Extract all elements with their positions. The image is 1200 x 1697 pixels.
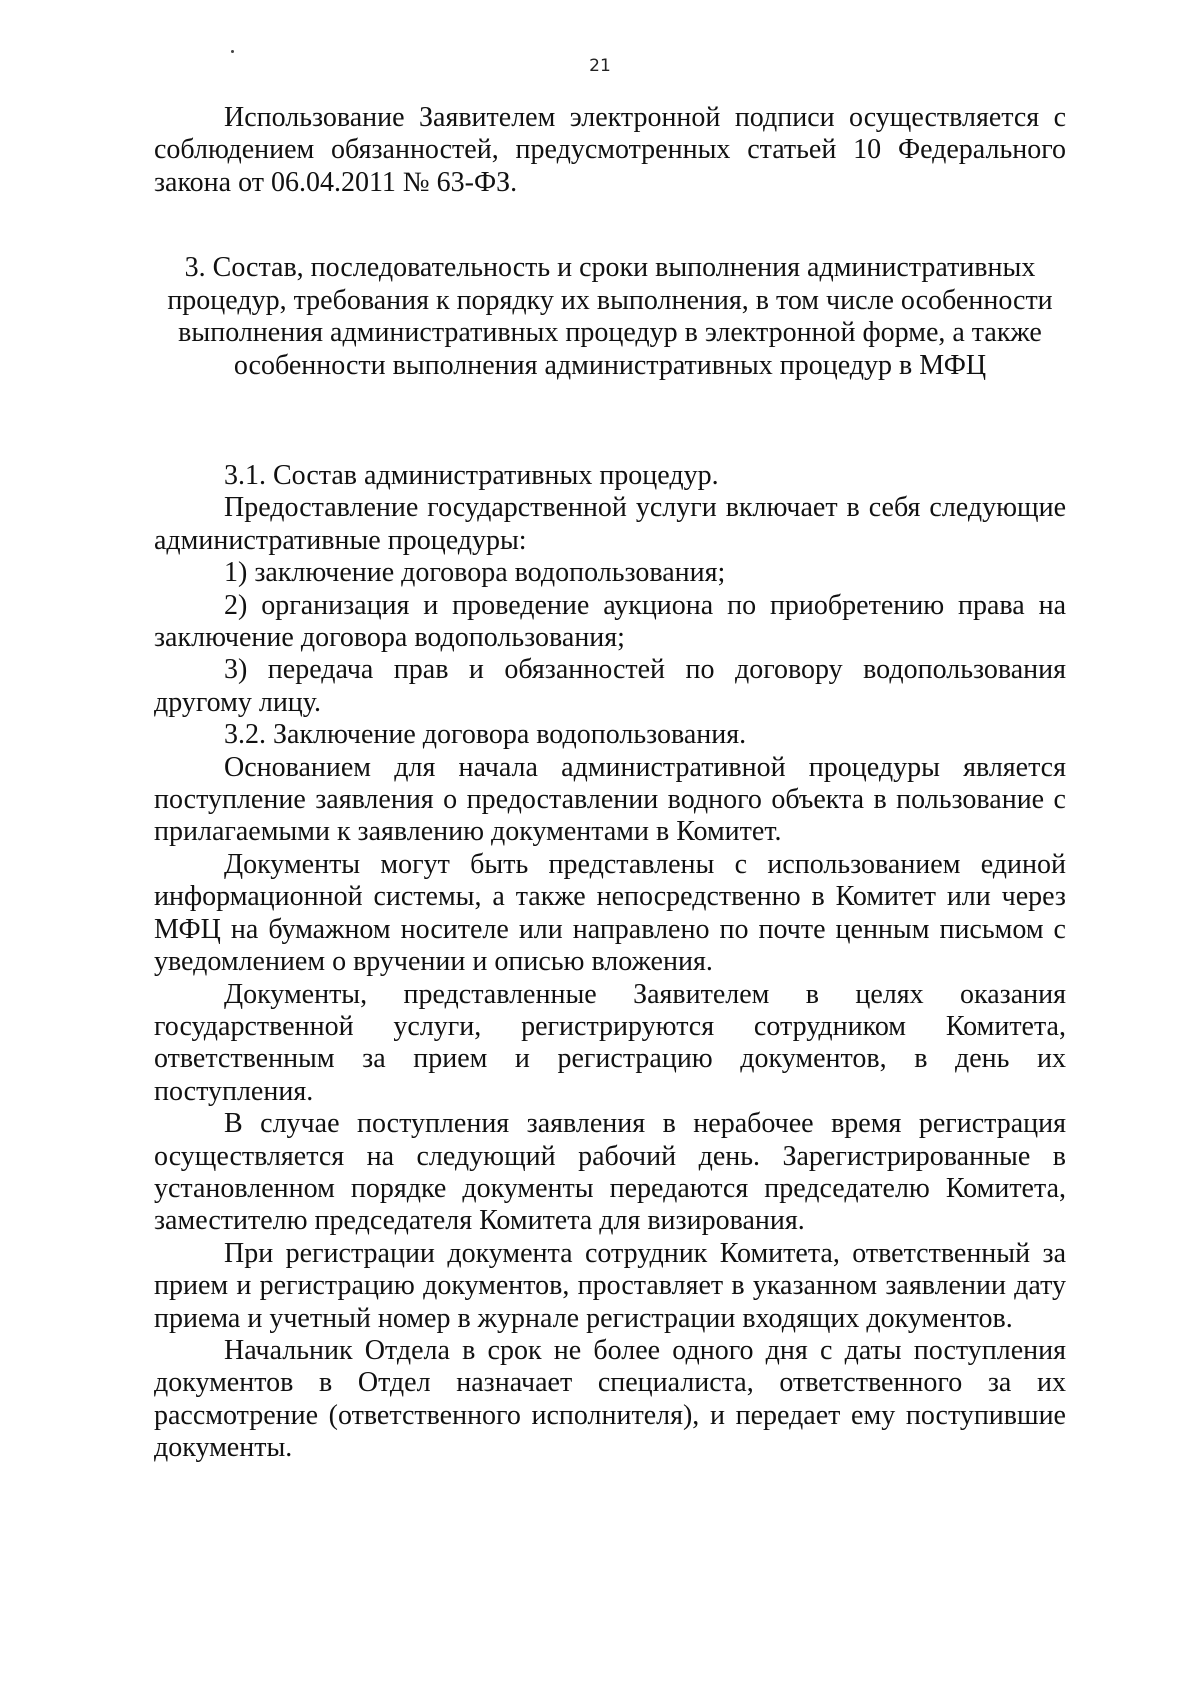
- paragraph-basis: Основанием для начала административной процедуры является поступление заявления о предоставлении водного объекта в пользование с прилагаемыми к заявлению документами в Комитет.: [154, 751, 1066, 848]
- list-item-2: 2) организация и проведение аукциона по приобретению права на заключение договора водопользования;: [154, 589, 1066, 654]
- paragraph-non-working-time: В случае поступления заявления в нерабочее время регистрация осуществляется на следующий рабочий день. Зарегистрированные в установленном порядке документы передаются председателю Комитета, заместителю председателя Комитета для визирования.: [154, 1108, 1066, 1237]
- paragraph-department-head: Начальник Отдела в срок не более одного дня с даты поступления документов в Отдел назначает специалиста, ответственного за их рассмотрение (ответственного исполнителя), и передает ему поступившие документы.: [154, 1334, 1066, 1464]
- paragraph-registration-number: При регистрации документа сотрудник Комитета, ответственный за прием и регистрацию документов, проставляет в указанном заявлении дату приема и учетный номер в журнале регистрации входящих документов.: [154, 1237, 1066, 1334]
- paragraph-submission: Документы могут быть представлены с использованием единой информационной системы, а также непосредственно в Комитет или через МФЦ на бумажном носителе или направлено по почте ценным письмом с уведомлением о вручении и описью вложения.: [154, 848, 1066, 978]
- scan-speck: [231, 50, 234, 53]
- list-item-1: 1) заключение договора водопользования;: [224, 557, 726, 589]
- section-title: 3. Состав, последовательность и сроки выполнения административных процедур, требования к порядку их выполнения, в том числе особенности выполнения административных процедур в электронной форме, а также особенности выполнения административных процедур в МФЦ: [167, 252, 1053, 381]
- section-body: [154, 460, 1066, 1465]
- paragraph-3-2: 3.2. Заключение договора водопользования.: [224, 719, 747, 751]
- paragraph-procedures-intro: Предоставление государственной услуги включает в себя следующие административные процедуры:: [154, 492, 1066, 556]
- page-number: 21: [589, 56, 611, 76]
- paragraph-registration: Документы, представленные Заявителем в целях оказания государственной услуги, регистрируются сотрудником Комитета, ответственным за прием и регистрацию документов, в день их поступления.: [154, 978, 1066, 1107]
- intro-paragraph: Использование Заявителем электронной подписи осуществляется с соблюдением обязанностей, предусмотренных статьей 10 Федерального закона от 06.04.2011 № 63-ФЗ.: [154, 102, 1066, 198]
- paragraph-3-1: 3.1. Состав административных процедур.: [224, 460, 719, 491]
- list-item-3: 3) передача прав и обязанностей по договору водопользования другому лицу.: [154, 654, 1066, 718]
- intro-block: [154, 102, 1066, 199]
